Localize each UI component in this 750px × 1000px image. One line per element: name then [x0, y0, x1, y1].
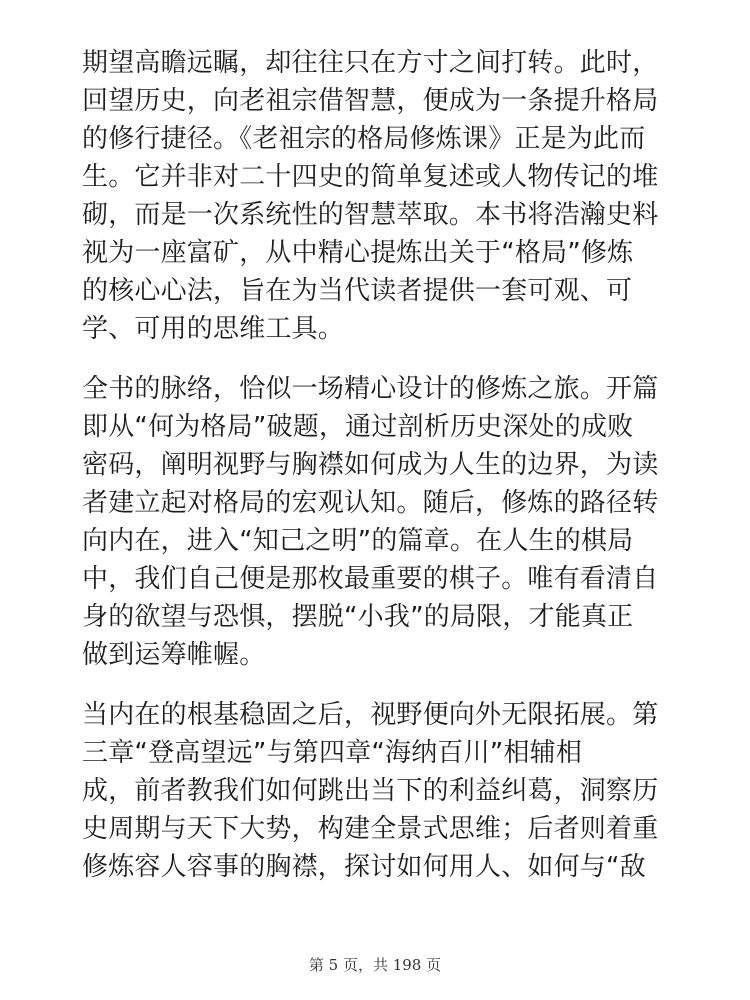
text-line: 成，前者教我们如何跳出当下的利益纠葛，洞察历 — [82, 776, 659, 806]
page-number-footer: 第 5 页，共 198 页 — [308, 956, 442, 974]
text-line: 的修行捷径。《老祖宗的格局修炼课》正是为此而 — [82, 124, 646, 154]
text-line: 全书的脉络，恰似一场精心设计的修炼之旅。开篇 — [82, 374, 659, 404]
text-line: 史周期与天下大势，构建全景式思维；后者则着重 — [82, 814, 659, 844]
paragraph-2 — [82, 370, 682, 674]
text-line: 做到运筹帷幄。 — [82, 640, 266, 670]
text-line: 当内在的根基稳固之后，视野便向外无限拓展。第 — [82, 700, 659, 730]
text-line: 的核心心法，旨在为当代读者提供一套可观、可 — [82, 276, 633, 306]
text-line: 向内在，进入“知己之明”的篇章。在人生的棋局 — [82, 526, 634, 556]
text-line: 学、可用的思维工具。 — [82, 314, 345, 344]
text-line: 视为一座富矿，从中精心提炼出关于“格局”修炼 — [82, 238, 634, 268]
text-line: 期望高瞻远瞩，却往往只在方寸之间打转。此时， — [82, 48, 659, 78]
text-line: 中，我们自己便是那枚最重要的棋子。唯有看清自 — [82, 564, 659, 594]
text-line: 密码，阐明视野与胸襟如何成为人生的边界，为读 — [82, 450, 659, 480]
body-text — [82, 44, 682, 908]
text-line: 修炼容人容事的胸襟，探讨如何用人、如何与“敌 — [82, 852, 646, 882]
text-line: 即从“何为格局”破题，通过剖析历史深处的成败 — [82, 412, 634, 442]
text-line: 砌，而是一次系统性的智慧萃取。本书将浩瀚史料 — [82, 200, 659, 230]
text-line: 生。它并非对二十四史的简单复述或人物传记的堆 — [82, 162, 659, 192]
text-line: 身的欲望与恐惧，摆脱“小我”的局限，才能真正 — [82, 602, 634, 632]
text-line: 回望历史，向老祖宗借智慧，便成为一条提升格局 — [82, 86, 659, 116]
text-line: 三章“登高望远”与第四章“海纳百川”相辅相 — [82, 738, 583, 768]
paragraph-1 — [82, 44, 682, 348]
text-line: 者建立起对格局的宏观认知。随后，修炼的路径转 — [82, 488, 659, 518]
paragraph-3 — [82, 696, 682, 886]
